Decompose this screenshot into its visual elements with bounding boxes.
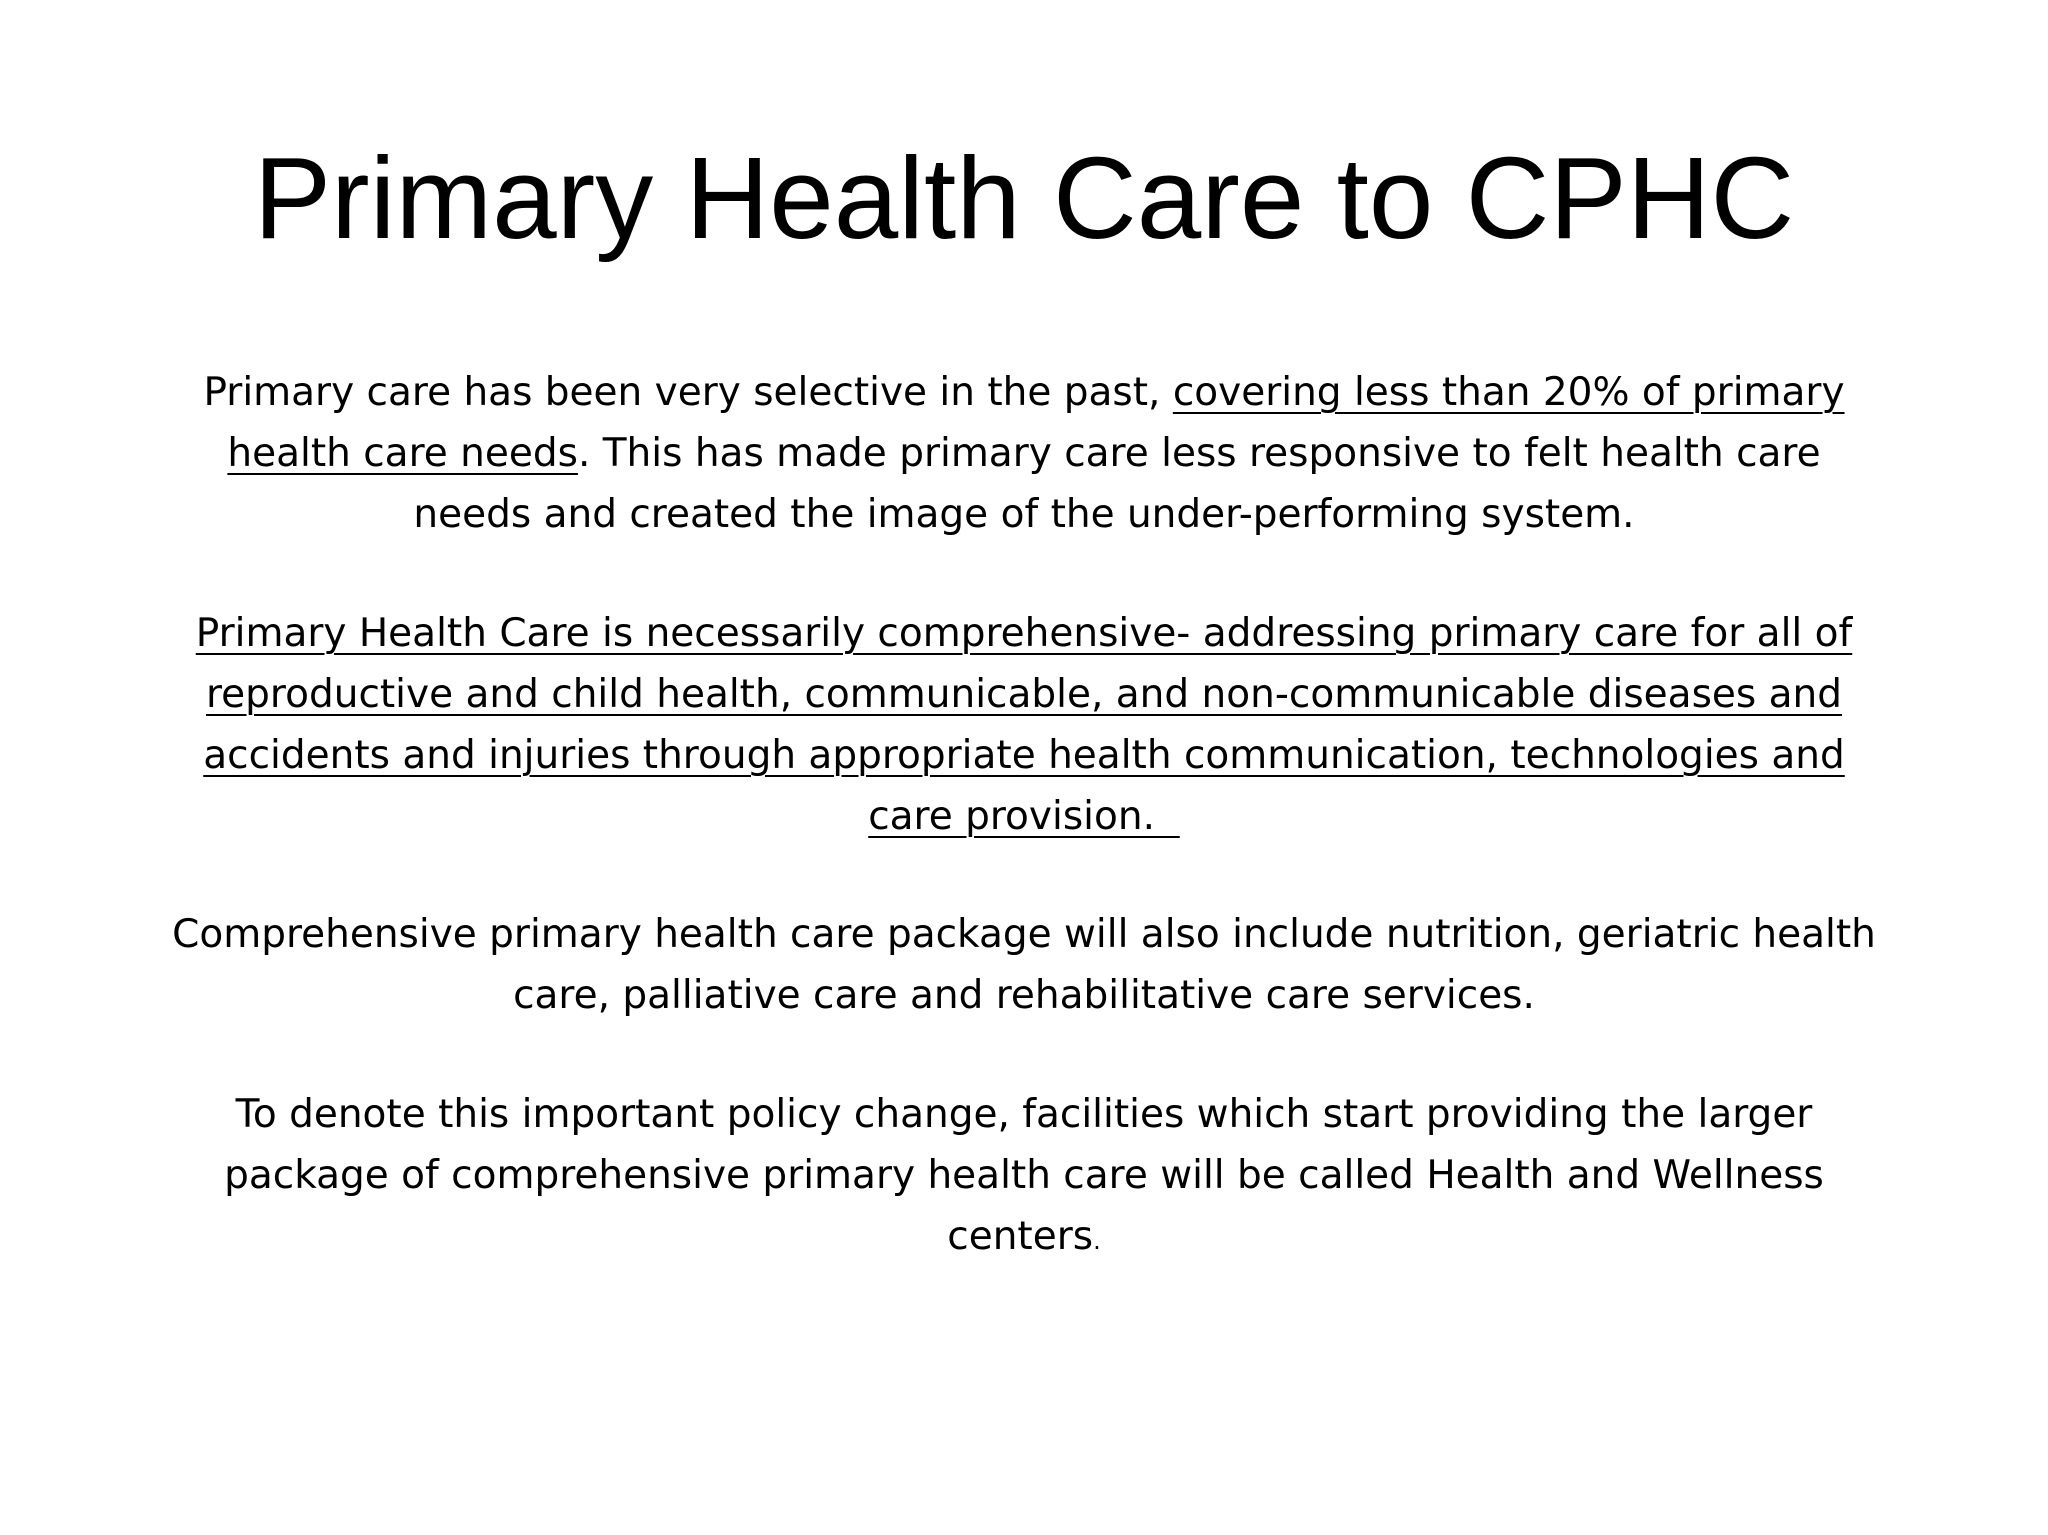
paragraph-line: To denote this important policy change, facilities which start providing the larger	[235, 1092, 1813, 1137]
underlined-line: accidents and injuries through appropriate health communication, technologies and	[203, 733, 1845, 778]
underlined-text: health care needs	[227, 431, 578, 476]
paragraph-package-services	[100, 904, 1948, 1026]
text-run: centers	[947, 1214, 1094, 1259]
paragraph-wellness-centers	[100, 1084, 1948, 1272]
paragraph-line: needs and created the image of the under-performing system.	[413, 492, 1635, 537]
underlined-line: care provision.	[868, 794, 1180, 839]
paragraph-line: Comprehensive primary health care package will also include nutrition, geriatric health	[172, 912, 1876, 957]
text-run: Primary care has been very selective in the past,	[203, 370, 1173, 415]
paragraph-line	[100, 1206, 1948, 1272]
paragraph-line	[100, 423, 1948, 484]
paragraph-line: care, palliative care and rehabilitative care services.	[513, 973, 1535, 1018]
underlined-line: reproductive and child health, communicable, and non-communicable diseases and	[206, 672, 1842, 717]
slide-title: Primary Health Care to CPHC	[253, 133, 1795, 263]
text-run: . This has made primary care less responsive to felt health care	[577, 431, 1821, 476]
underlined-line: Primary Health Care is necessarily comprehensive- addressing primary care for all of	[195, 611, 1853, 656]
paragraph-selective-care	[100, 362, 1948, 545]
paragraph-line: package of comprehensive primary health care will be called Health and Wellness	[224, 1153, 1824, 1198]
underlined-text: covering less than 20% of primary	[1172, 370, 1845, 415]
paragraph-comprehensive-definition	[100, 603, 1948, 847]
paragraph-line	[100, 362, 1948, 423]
small-period: .	[1093, 1227, 1101, 1255]
